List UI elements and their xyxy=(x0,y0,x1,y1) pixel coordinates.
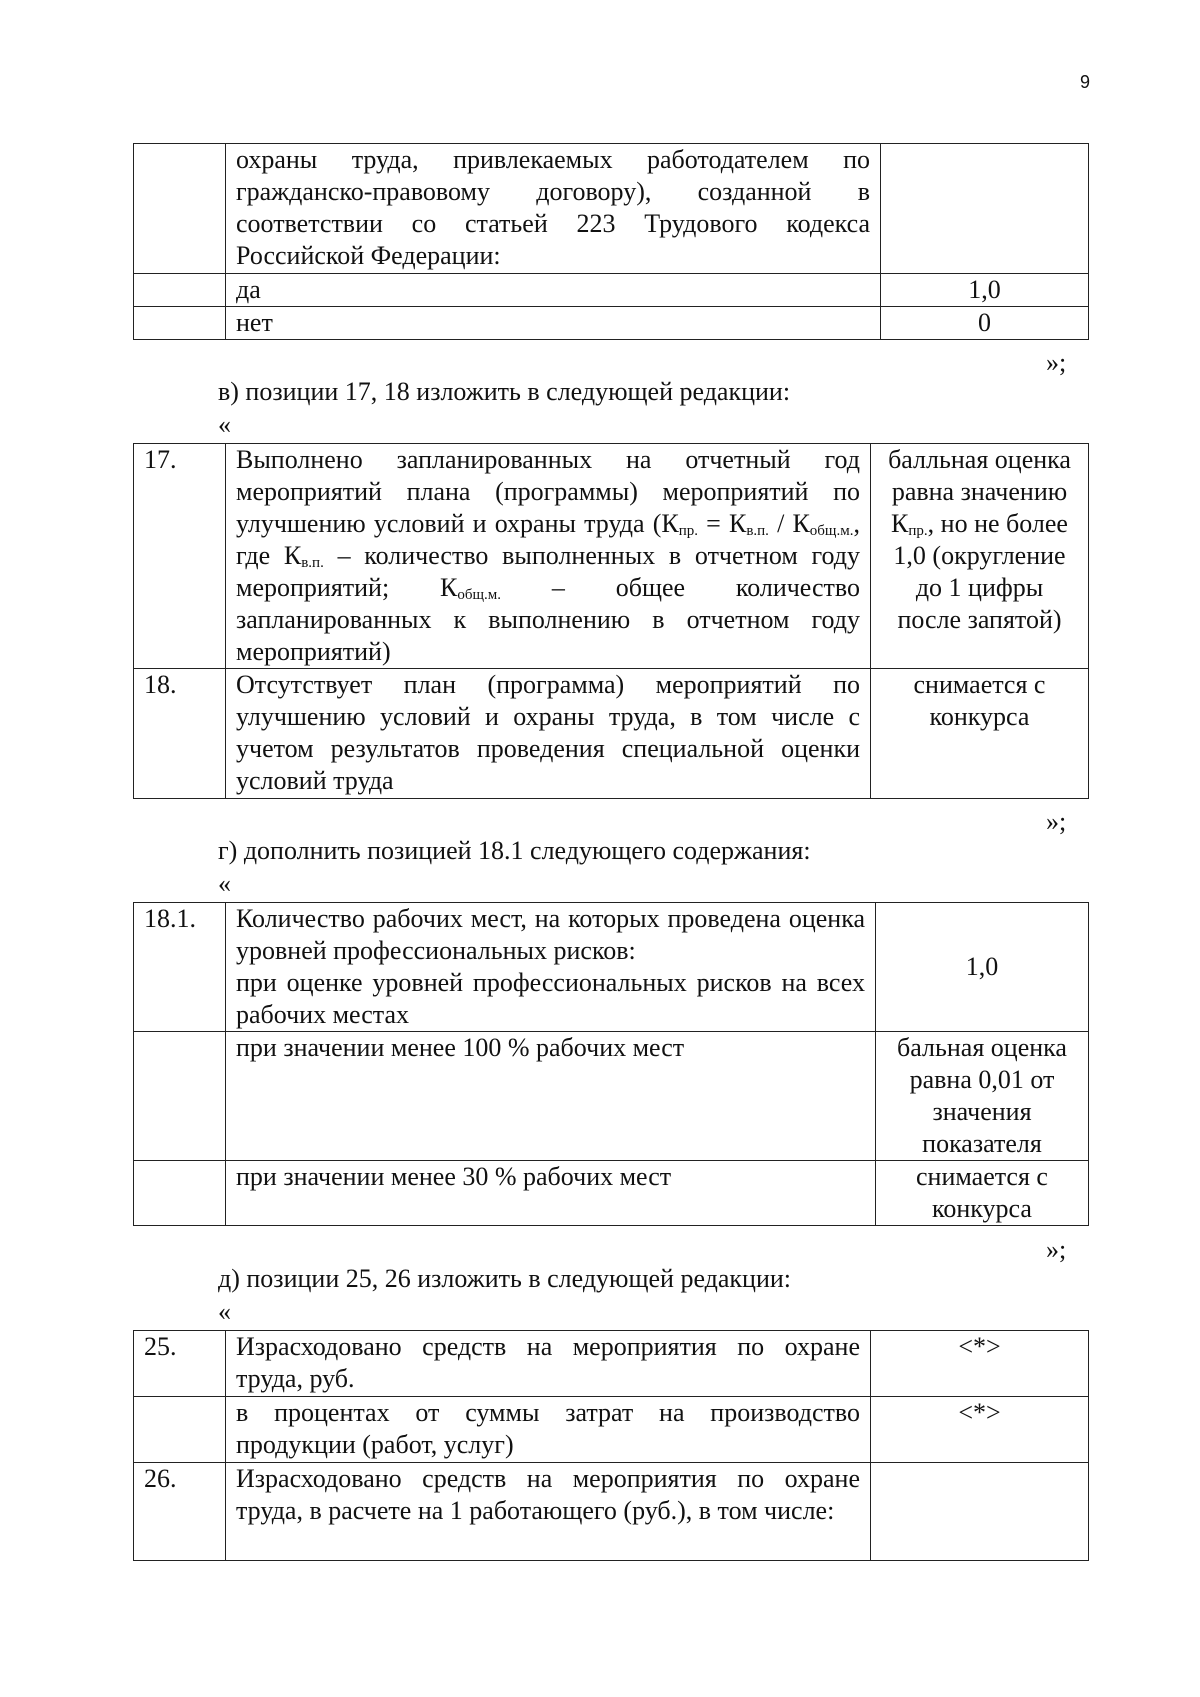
score-part: , но не более 1,0 (округление до 1 цифры после запятой) xyxy=(893,509,1068,634)
table-row xyxy=(134,444,1089,669)
row-number: 26. xyxy=(134,1463,226,1561)
row-score: <*> xyxy=(871,1331,1089,1397)
text-part: = К xyxy=(698,509,747,538)
text-part: – количество выполненных в отчетном году мероприятий; К xyxy=(236,541,861,602)
subscript: пр. xyxy=(908,523,928,539)
table-row xyxy=(134,1463,1089,1561)
table-row xyxy=(134,307,1089,340)
closing-quote: »; xyxy=(1046,348,1067,377)
row-number xyxy=(134,1161,226,1226)
subscript: пр. xyxy=(678,523,699,539)
text-part: Выполнено запланированных на отчетный год мероприятий плана (программы) мероприятий по улучшению условий и охраны труда (К xyxy=(236,445,860,538)
subscript: общ.м. xyxy=(809,523,854,539)
row-text: в процентах от суммы затрат на производство продукции (работ, услуг) xyxy=(226,1397,871,1463)
text-part: / К xyxy=(768,509,810,538)
row-score: 1,0 xyxy=(881,274,1089,307)
section-v-paragraph: в) позиции 17, 18 изложить в следующей редакции: xyxy=(218,377,791,406)
text-line: Количество рабочих мест, на которых проведена оценка уровней профессиональных рисков: xyxy=(236,904,865,965)
table-row xyxy=(134,669,1089,799)
table-row xyxy=(134,1397,1089,1463)
row-score xyxy=(881,144,1089,274)
subscript: общ.м. xyxy=(457,587,502,603)
subscript: в.п. xyxy=(746,523,769,539)
table-row xyxy=(134,274,1089,307)
row-text: охраны труда, привлекаемых работодателем по гражданско-правовому договору), созданной в соответствии со статьей 223 Трудового кодекса Российской Федерации: xyxy=(226,144,881,274)
table-row xyxy=(134,903,1089,1032)
table-continuation xyxy=(133,143,1089,340)
row-score: 0 xyxy=(881,307,1089,340)
row-text: да xyxy=(226,274,881,307)
opening-quote: « xyxy=(218,410,231,439)
closing-quote: »; xyxy=(1046,1235,1067,1264)
closing-quote: »; xyxy=(1046,807,1067,836)
section-d-paragraph: д) позиции 25, 26 изложить в следующей редакции: xyxy=(218,1264,792,1293)
row-number: 17. xyxy=(134,444,226,669)
row-score xyxy=(871,1463,1089,1561)
table-row xyxy=(134,1032,1089,1161)
row-score xyxy=(871,444,1089,669)
subscript: в.п. xyxy=(301,555,324,571)
text-part: – общее количество запланированных к выполнению в отчетном году мероприятий) xyxy=(236,573,860,666)
table-position-18-1 xyxy=(133,902,1089,1226)
row-score: бальная оценка равна 0,01 от значения показателя xyxy=(876,1032,1089,1161)
table-positions-25-26 xyxy=(133,1330,1089,1561)
table-row xyxy=(134,144,1089,274)
row-score: <*> xyxy=(871,1397,1089,1463)
row-number: 18. xyxy=(134,669,226,799)
row-text: Израсходовано средств на мероприятия по охране труда, руб. xyxy=(226,1331,871,1397)
opening-quote: « xyxy=(218,869,231,898)
text-part: , где К xyxy=(236,509,860,570)
row-score: снимается с конкурса xyxy=(876,1161,1089,1226)
page-number: 9 xyxy=(1079,72,1090,92)
row-score: снимается с конкурса xyxy=(871,669,1089,799)
row-text: Отсутствует план (программа) мероприятий по улучшению условий и охраны труда, в том числе с учетом результатов проведения специальной оценки условий труда xyxy=(226,669,871,799)
table-row xyxy=(134,1161,1089,1226)
row-text: нет xyxy=(226,307,881,340)
row-number: 18.1. xyxy=(134,903,226,1032)
text-line: при оценке уровней профессиональных рисков на всех рабочих местах xyxy=(236,968,865,1029)
row-text xyxy=(226,903,876,1032)
row-text: Израсходовано средств на мероприятия по охране труда, в расчете на 1 работающего (руб.), в том числе: xyxy=(226,1463,871,1561)
table-positions-17-18 xyxy=(133,443,1089,799)
table-row xyxy=(134,1331,1089,1397)
row-number xyxy=(134,307,226,340)
row-text: при значении менее 100 % рабочих мест xyxy=(226,1032,876,1161)
row-score: 1,0 xyxy=(876,903,1089,1032)
row-text xyxy=(226,444,871,669)
row-number xyxy=(134,144,226,274)
row-number xyxy=(134,1032,226,1161)
row-number: 25. xyxy=(134,1331,226,1397)
score-part: балльная оценка равна значению К xyxy=(888,445,1071,538)
row-number xyxy=(134,1397,226,1463)
opening-quote: « xyxy=(218,1297,231,1326)
row-text: при значении менее 30 % рабочих мест xyxy=(226,1161,876,1226)
row-number xyxy=(134,274,226,307)
section-g-paragraph: г) дополнить позицией 18.1 следующего содержания: xyxy=(218,836,811,865)
